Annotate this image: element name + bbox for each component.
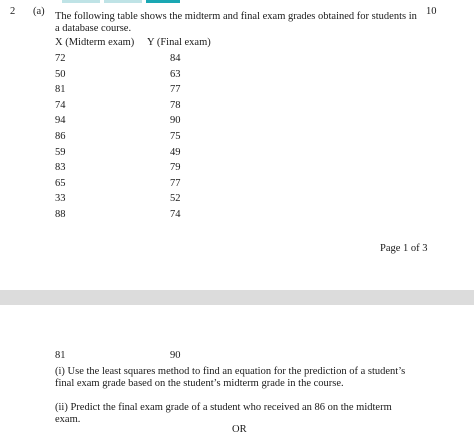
cell-final: 52 — [170, 193, 181, 204]
cell-midterm: 74 — [55, 100, 66, 111]
cell-midterm: 59 — [55, 147, 66, 158]
cell-midterm: 72 — [55, 53, 66, 64]
cutoff-text: OR — [232, 424, 247, 435]
column-header-y: Y (Final exam) — [147, 37, 211, 48]
part-i-line1: (i) Use the least squares method to find an equation for the prediction of a student’s — [55, 366, 406, 377]
tab-bar-light-1 — [62, 0, 100, 3]
question-number: 2 — [10, 6, 16, 17]
cell-final: 77 — [170, 84, 181, 95]
cell-final: 79 — [170, 162, 181, 173]
cell-midterm: 94 — [55, 115, 66, 126]
cell-final: 74 — [170, 209, 181, 220]
cell-final: 63 — [170, 69, 181, 80]
cell-midterm: 86 — [55, 131, 66, 142]
cell-midterm: 33 — [55, 193, 66, 204]
tab-bar-active — [146, 0, 180, 3]
table-row-continued-y: 90 — [170, 350, 181, 361]
question-marks: 10 — [426, 6, 437, 17]
page-footer: Page 1 of 3 — [380, 243, 428, 254]
cell-final: 90 — [170, 115, 181, 126]
cell-final: 49 — [170, 147, 181, 158]
part-i-line2: final exam grade based on the student’s midterm grade in the course. — [55, 378, 344, 389]
cell-final: 77 — [170, 178, 181, 189]
cell-final: 75 — [170, 131, 181, 142]
cell-midterm: 50 — [55, 69, 66, 80]
cell-midterm: 88 — [55, 209, 66, 220]
part-ii-line2: exam. — [55, 414, 81, 425]
part-ii-line1: (ii) Predict the final exam grade of a student who received an 86 on the midterm — [55, 402, 392, 413]
cell-midterm: 81 — [55, 84, 66, 95]
cell-final: 84 — [170, 53, 181, 64]
cell-midterm: 65 — [55, 178, 66, 189]
table-row-continued-x: 81 — [55, 350, 66, 361]
question-intro-line1: The following table shows the midterm and final exam grades obtained for students in — [55, 11, 417, 22]
column-header-x: X (Midterm exam) — [55, 37, 135, 48]
question-part: (a) — [33, 6, 45, 17]
cell-final: 78 — [170, 100, 181, 111]
page-divider — [0, 290, 474, 305]
tab-bar-light-2 — [104, 0, 142, 3]
cell-midterm: 83 — [55, 162, 66, 173]
question-intro-line2: a database course. — [55, 23, 132, 34]
